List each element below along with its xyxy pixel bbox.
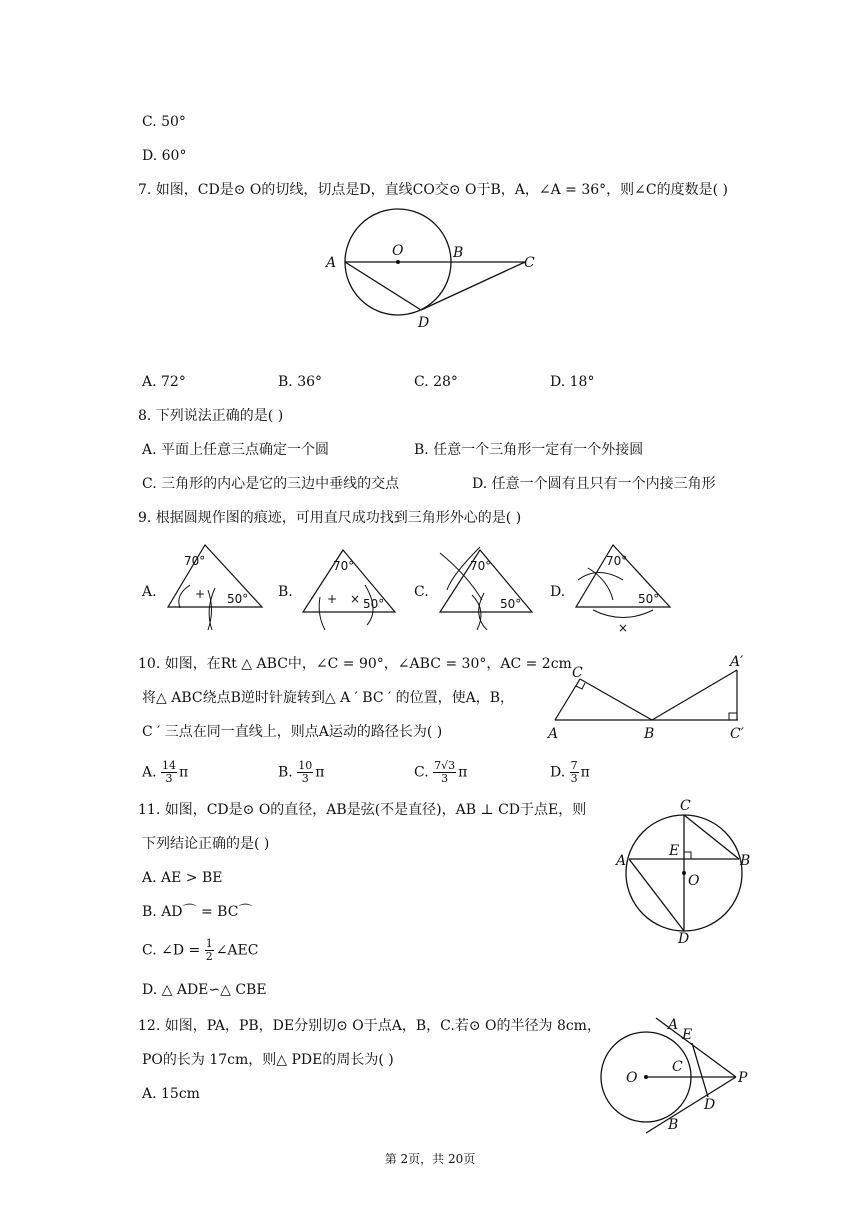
q11-stem-line1: 11. 如图，CD是⊙ O的直径，AB是弦(不是直径)，AB ⊥ CD于点E，则 bbox=[138, 802, 587, 818]
q10-option-b: B. $\frac{10}{3}$ π bbox=[278, 759, 325, 785]
page-footer: 第 2页，共 20页 bbox=[384, 1152, 476, 1166]
q8-option-b: B. 任意一个三角形一定有一个外接圆 bbox=[414, 442, 644, 458]
q11-figure bbox=[612, 795, 762, 947]
q11-option-b: B. AD⌒ = BC⌒ bbox=[142, 904, 253, 920]
q12-label-a: A bbox=[668, 1017, 679, 1033]
q9-figure-b bbox=[295, 545, 405, 635]
q9c-angle-top: 70° bbox=[470, 559, 492, 573]
q12-stem-line1: 12. 如图，PA，PB，DE分别切⊙ O于点A，B，C.若⊙ O的半径为 8cm， bbox=[138, 1018, 601, 1034]
q11-stem-line2: 下列结论正确的是( ) bbox=[142, 836, 270, 852]
q10-stem-line2: 将△ ABC绕点B逆时针旋转到△ A ′ BC ′ 的位置，使A，B， bbox=[142, 690, 515, 706]
q10-option-a: A. $\frac{14}{3}$ π bbox=[142, 759, 189, 785]
q12-label-b: B bbox=[668, 1117, 679, 1133]
q11-option-c: C. ∠D = $\frac{1}{2}$ ∠AEC bbox=[142, 937, 259, 963]
q8-option-d: D. 任意一个圆有且只有一个内接三角形 bbox=[472, 476, 716, 492]
q6-option-c: C. 50° bbox=[142, 114, 186, 130]
q8-option-c: C. 三角形的内心是它的三边中垂线的交点 bbox=[142, 476, 400, 492]
q8-option-a: A. 平面上任意三点确定一个圆 bbox=[142, 442, 330, 458]
q9-option-c-letter: C. bbox=[414, 584, 429, 600]
q9d-angle-right: 50° bbox=[638, 592, 660, 606]
q7-option-c: C. 28° bbox=[414, 374, 458, 390]
q9-figure-a bbox=[160, 540, 270, 635]
svg-text:×: × bbox=[618, 621, 629, 635]
q12-option-a: A. 15cm bbox=[142, 1086, 200, 1102]
q10-label-c-prime: C′ bbox=[730, 726, 744, 742]
q10-option-d: D. $\frac{7}{3}$ π bbox=[550, 759, 590, 785]
q9-option-d-letter: D. bbox=[550, 584, 566, 600]
q10-label-a-prime: A′ bbox=[730, 654, 744, 670]
q11-label-o: O bbox=[688, 873, 700, 889]
q9b-angle-right: 50° bbox=[363, 597, 385, 611]
q7-option-b: B. 36° bbox=[278, 374, 323, 390]
q10-figure bbox=[540, 652, 760, 744]
q11-label-d: D bbox=[678, 931, 690, 947]
q10-stem-line3: C ′ 三点在同一直线上，则点A运动的路径长为( ) bbox=[142, 724, 443, 740]
q9-figure-d bbox=[568, 540, 678, 635]
q12-label-p: P bbox=[738, 1070, 748, 1086]
q10-label-c: C bbox=[572, 665, 583, 681]
q11-option-d: D. △ ADE∽△ CBE bbox=[142, 982, 267, 998]
q9-option-b-letter: B. bbox=[278, 584, 293, 600]
q10-option-c: C. $\frac{7√3}{3}$ π bbox=[414, 759, 468, 785]
q9-option-a-letter: A. bbox=[142, 584, 157, 600]
q10-label-a: A bbox=[548, 726, 559, 742]
svg-text:+: + bbox=[195, 587, 206, 601]
svg-text:×: × bbox=[350, 592, 361, 606]
q9-figure-c bbox=[432, 545, 542, 635]
q10-label-b: B bbox=[644, 726, 655, 742]
q7-label-a: A bbox=[326, 255, 337, 271]
q7-label-o: O bbox=[392, 243, 404, 259]
q11-option-a: A. AE > BE bbox=[142, 870, 223, 886]
q7-label-b: B bbox=[453, 245, 464, 261]
q12-label-d: D bbox=[704, 1097, 716, 1113]
q9a-angle-top: 70° bbox=[184, 554, 206, 568]
q12-figure bbox=[596, 1015, 760, 1135]
q7-option-d: D. 18° bbox=[550, 374, 595, 390]
q8-stem: 8. 下列说法正确的是( ) bbox=[138, 408, 284, 424]
q9b-angle-top: 70° bbox=[333, 559, 355, 573]
q11-label-c: C bbox=[680, 798, 691, 814]
q11-label-a: A bbox=[616, 853, 627, 869]
q9d-angle-top: 70° bbox=[606, 554, 628, 568]
q7-option-a: A. 72° bbox=[142, 374, 186, 390]
q6-option-d: D. 60° bbox=[142, 148, 187, 164]
q11-label-b: B bbox=[740, 853, 751, 869]
q10-stem-line1: 10. 如图，在Rt △ ABC中，∠C = 90°，∠ABC = 30°，AC = 2cm bbox=[138, 656, 572, 672]
q7-stem: 7. 如图，CD是⊙ O的切线，切点是D，直线CO交⊙ O于B，A，∠A = 36°，则∠C的度数是( ) bbox=[138, 182, 728, 198]
q11-label-e: E bbox=[669, 843, 680, 859]
q9a-angle-right: 50° bbox=[227, 592, 249, 606]
q9c-angle-right: 50° bbox=[500, 597, 522, 611]
q12-label-c: C bbox=[672, 1059, 683, 1075]
q12-stem-line2: PO的长为 17cm，则△ PDE的周长为( ) bbox=[142, 1052, 394, 1068]
q12-label-e: E bbox=[682, 1027, 693, 1043]
svg-text:+: + bbox=[327, 592, 338, 606]
q12-label-o: O bbox=[626, 1070, 638, 1086]
q7-figure bbox=[318, 205, 548, 335]
q9-stem: 9. 根据圆规作图的痕迹，可用直尺成功找到三角形外心的是( ) bbox=[138, 510, 522, 526]
q7-label-c: C bbox=[524, 255, 535, 271]
q7-label-d: D bbox=[418, 315, 430, 331]
